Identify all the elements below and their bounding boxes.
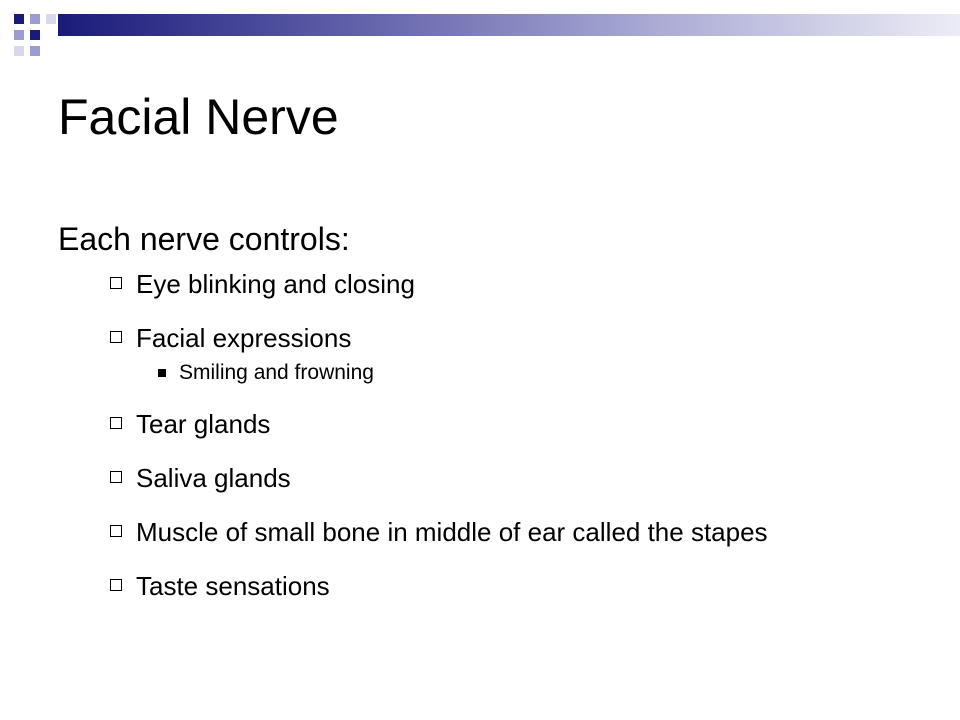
slide-title: Facial Nerve (58, 89, 339, 145)
corner-square-navy (14, 14, 24, 24)
corner-square-lavender (30, 14, 40, 24)
bullet-item (58, 570, 918, 602)
bullet-text: Facial expressions (136, 323, 352, 353)
corner-square-navy (30, 30, 40, 40)
sub-bullet-text: Smiling and frowning (179, 361, 374, 384)
corner-square-light (46, 14, 56, 24)
bullet-text: Muscle of small bone in middle of ear called the stapes (136, 517, 768, 547)
corner-square-lavender (30, 46, 40, 56)
hollow-square-bullet-icon (110, 277, 122, 289)
hollow-square-bullet-icon (110, 417, 122, 429)
corner-square-light (14, 46, 24, 56)
corner-square-lavender (14, 30, 24, 40)
bullet-item (58, 408, 918, 440)
slide-body (58, 220, 918, 624)
bullet-item (58, 322, 918, 354)
bullet-text: Taste sensations (136, 571, 330, 601)
bullet-item (58, 462, 918, 494)
hollow-square-bullet-icon (110, 525, 122, 537)
sub-bullet-item (58, 360, 918, 386)
header-gradient-bar (58, 14, 960, 36)
hollow-square-bullet-icon (110, 331, 122, 343)
bullet-text: Tear glands (136, 409, 271, 439)
bullet-item (58, 268, 918, 300)
bullet-text: Saliva glands (136, 463, 291, 493)
bullet-text: Eye blinking and closing (136, 269, 415, 299)
hollow-square-bullet-icon (110, 579, 122, 591)
hollow-square-bullet-icon (110, 471, 122, 483)
bullet-item (58, 516, 918, 548)
filled-square-bullet-icon (158, 369, 166, 377)
lead-text: Each nerve controls: (58, 221, 350, 257)
